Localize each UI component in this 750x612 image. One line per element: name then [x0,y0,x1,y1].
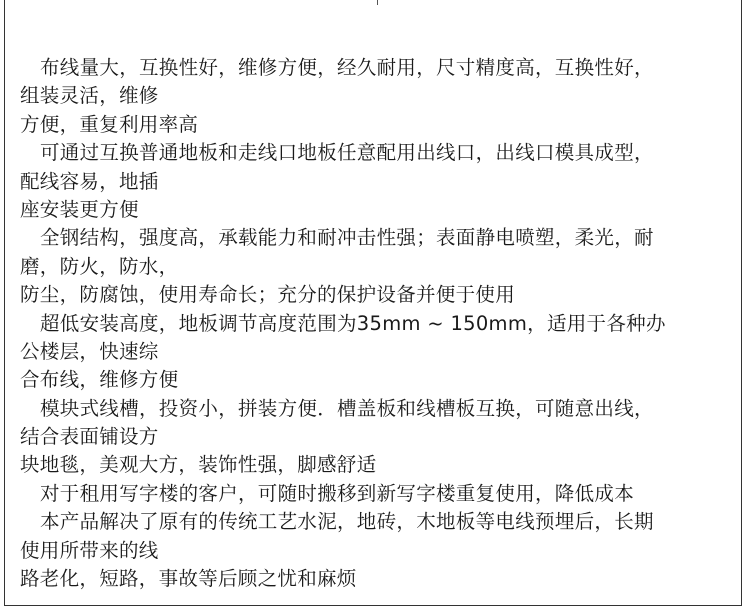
text-line: 防尘，防腐蚀，使用寿命长；充分的保护设备并便于使用 [20,283,516,307]
text-line: 组装灵活，维修 [20,84,159,108]
text-line: 布线量大，互换性好，维修方便，经久耐用，尺寸精度高，互换性好， [40,56,654,79]
text-line: 结合表面铺设方 [20,425,159,449]
text-line: 块地毯，美观大方，装饰性强，脚感舒适 [20,453,377,477]
text-line: 公楼层，快速综 [20,339,159,363]
product-description [20,54,726,593]
text-line: 使用所带来的线 [20,538,159,562]
text-line: 本产品解决了原有的传统工艺水泥，地砖，木地板等电线预埋后，长期 [40,510,654,534]
text-line: 模块式线槽，投资小，拼装方便．槽盖板和线槽板互换，可随意出线， [40,396,654,420]
text-line: 路老化，短路，事故等后顾之忧和麻烦 [20,567,357,591]
text-line: 座安装更方便 [20,197,139,221]
text-line: 配线容易，地插 [20,169,159,193]
text-line: 对于租用写字楼的客户，可随时搬移到新写字楼重复使用，降低成本 [40,481,635,505]
text-line: 超低安装高度，地板调节高度范围为35mm ~ 150mm，适用于各种办 [40,311,666,335]
text-line: 合布线，维修方便 [20,368,179,392]
text-line: 磨，防火，防水， [20,254,179,278]
text-line: 方便，重复利用率高 [20,112,199,136]
text-line: 可通过互换普通地板和走线口地板任意配用出线口，出线口模具成型， [40,141,654,165]
top-center-mark [377,0,378,5]
text-line: 全钢结构，强度高，承载能力和耐冲击性强；表面静电喷塑，柔光，耐 [40,226,654,250]
